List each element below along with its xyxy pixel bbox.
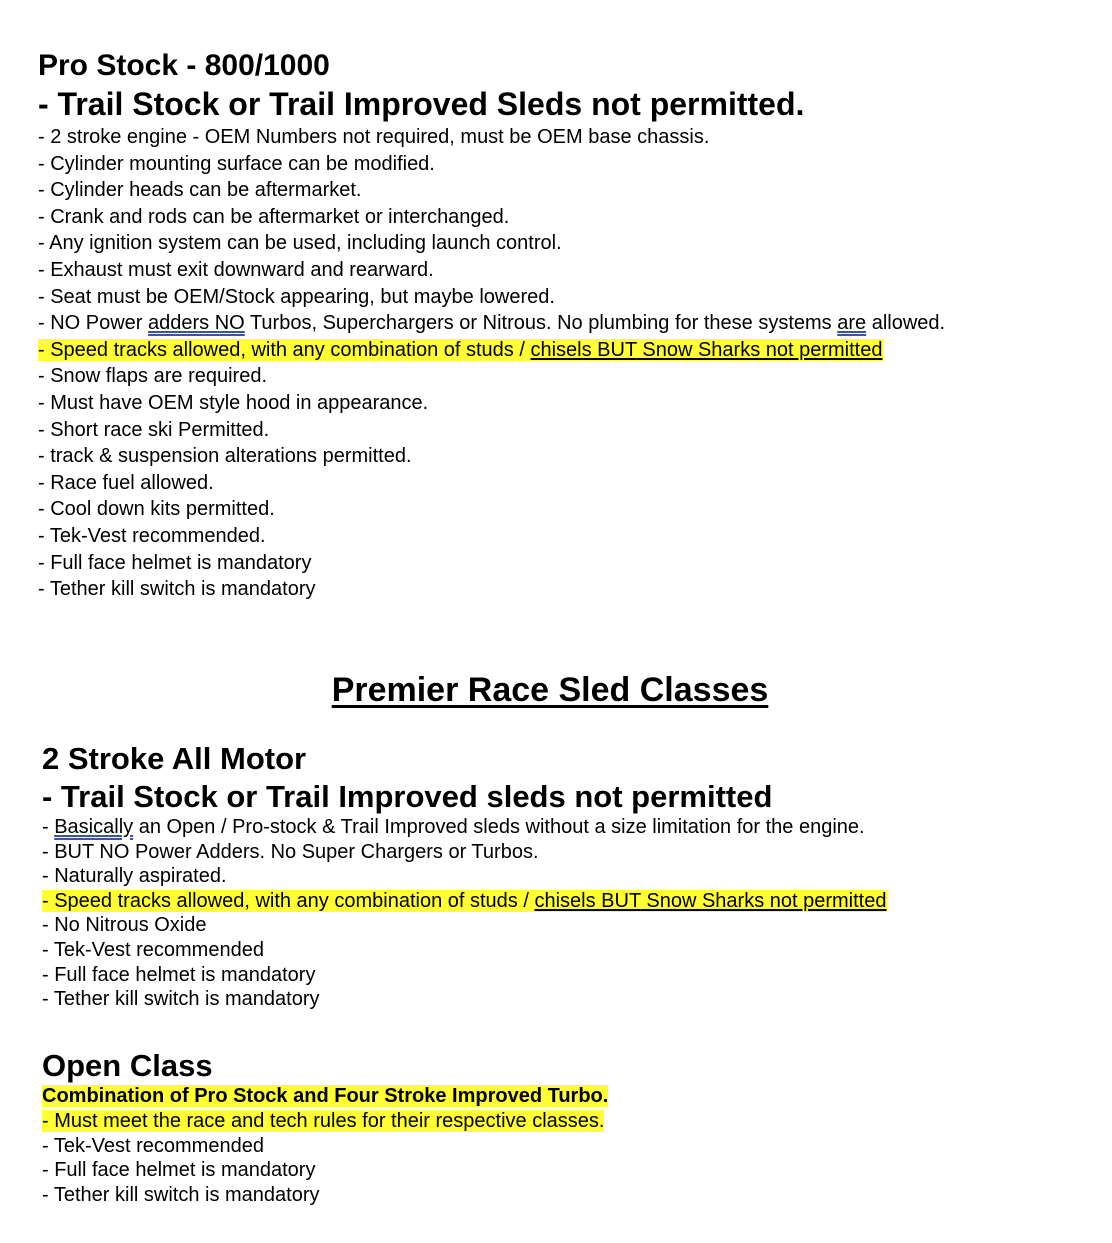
- speed-tracks-rule: [38, 337, 945, 364]
- text: -: [42, 816, 55, 838]
- speed-tracks-rule: [42, 889, 887, 914]
- rule-line: - Tek-Vest recommended: [42, 1134, 264, 1157]
- rule-line: - Snow flaps are required.: [38, 365, 268, 388]
- highlighted-text: Combination of Pro Stock and Four Stroke Improved Turbo.: [42, 1085, 609, 1107]
- rule-line: - Short race ski Permitted.: [38, 418, 270, 441]
- rule-line: - Tek-Vest recommended.: [38, 524, 266, 547]
- rule-line: - Tether kill switch is mandatory: [42, 1183, 320, 1206]
- highlighted-text: - Speed tracks allowed, with any combination of studs /: [42, 889, 535, 912]
- open-class-title: Open Class: [42, 1048, 213, 1083]
- rule-line: - Crank and rods can be aftermarket or interchanged.: [38, 205, 510, 228]
- premier-title: Premier Race Sled Classes: [331, 671, 769, 709]
- two-stroke-section: [42, 740, 887, 1012]
- rule-line: - Naturally aspirated.: [42, 865, 227, 888]
- two-stroke-subtitle: - Trail Stock or Trail Improved sleds not permitted: [42, 779, 773, 814]
- power-adders-rule: [38, 310, 945, 337]
- basically-rule: [42, 815, 887, 840]
- flagged-text: Basically: [54, 816, 134, 838]
- rule-line: - Cylinder mounting surface can be modified.: [38, 152, 435, 175]
- rule-line: - track & suspension alterations permitted.: [38, 445, 412, 468]
- two-stroke-title: 2 Stroke All Motor: [42, 741, 307, 776]
- highlighted-underlined-text: Snow Sharks not permitted: [636, 338, 883, 361]
- rule-line: - No Nitrous Oxide: [42, 914, 207, 937]
- rule-line: - Tether kill switch is mandatory: [38, 578, 316, 601]
- highlighted-text: - Must meet the race and tech rules for their respective classes.: [42, 1110, 605, 1132]
- text: an Open / Pro-stock & Trail Improved sleds without a size limitation for the engine.: [133, 816, 865, 838]
- rule-line: - 2 stroke engine - OEM Numbers not required, must be OEM base chassis.: [38, 126, 710, 148]
- rule-line: - BUT NO Power Adders. No Super Chargers or Turbos.: [42, 840, 539, 863]
- combination-line: [42, 1084, 608, 1109]
- highlighted-underlined-text: chisels BUT: [534, 889, 641, 912]
- rule-line: - Tek-Vest recommended: [42, 938, 264, 961]
- text: allowed.: [866, 312, 946, 335]
- flagged-text: adders NO: [148, 312, 245, 335]
- rule-line: - Exhaust must exit downward and rearward.: [38, 258, 434, 281]
- rule-line: - Full face helmet is mandatory: [42, 1159, 316, 1182]
- text: - NO Power: [38, 312, 149, 335]
- highlighted-text: - Speed tracks allowed, with any combination of studs /: [38, 338, 531, 361]
- highlighted-underlined-text: chisels BUT: [530, 338, 637, 361]
- rule-line: - Cylinder heads can be aftermarket.: [38, 179, 362, 202]
- rule-line: - Full face helmet is mandatory: [38, 551, 312, 574]
- premier-heading: [0, 668, 1100, 712]
- must-meet-line: [42, 1109, 608, 1134]
- pro-stock-title: Pro Stock - 800/1000: [38, 49, 330, 82]
- rule-line: - Must have OEM style hood in appearance.: [38, 391, 429, 414]
- rule-line: - Race fuel allowed.: [38, 471, 214, 494]
- rule-line: - Seat must be OEM/Stock appearing, but maybe lowered.: [38, 285, 555, 308]
- text: Turbos, Superchargers or Nitrous. No plumbing for these systems: [244, 312, 838, 335]
- pro-stock-subtitle: - Trail Stock or Trail Improved Sleds not permitted.: [38, 86, 805, 122]
- rule-line: - Tether kill switch is mandatory: [42, 988, 320, 1011]
- rule-line: - Full face helmet is mandatory: [42, 963, 316, 986]
- rule-line: - Cool down kits permitted.: [38, 498, 275, 521]
- rule-line: - Any ignition system can be used, including launch control.: [38, 232, 562, 255]
- open-class-section: [42, 1048, 608, 1207]
- pro-stock-section: [38, 46, 945, 603]
- highlighted-underlined-text: Snow Sharks not permitted: [640, 889, 887, 912]
- flagged-text: are: [837, 312, 867, 335]
